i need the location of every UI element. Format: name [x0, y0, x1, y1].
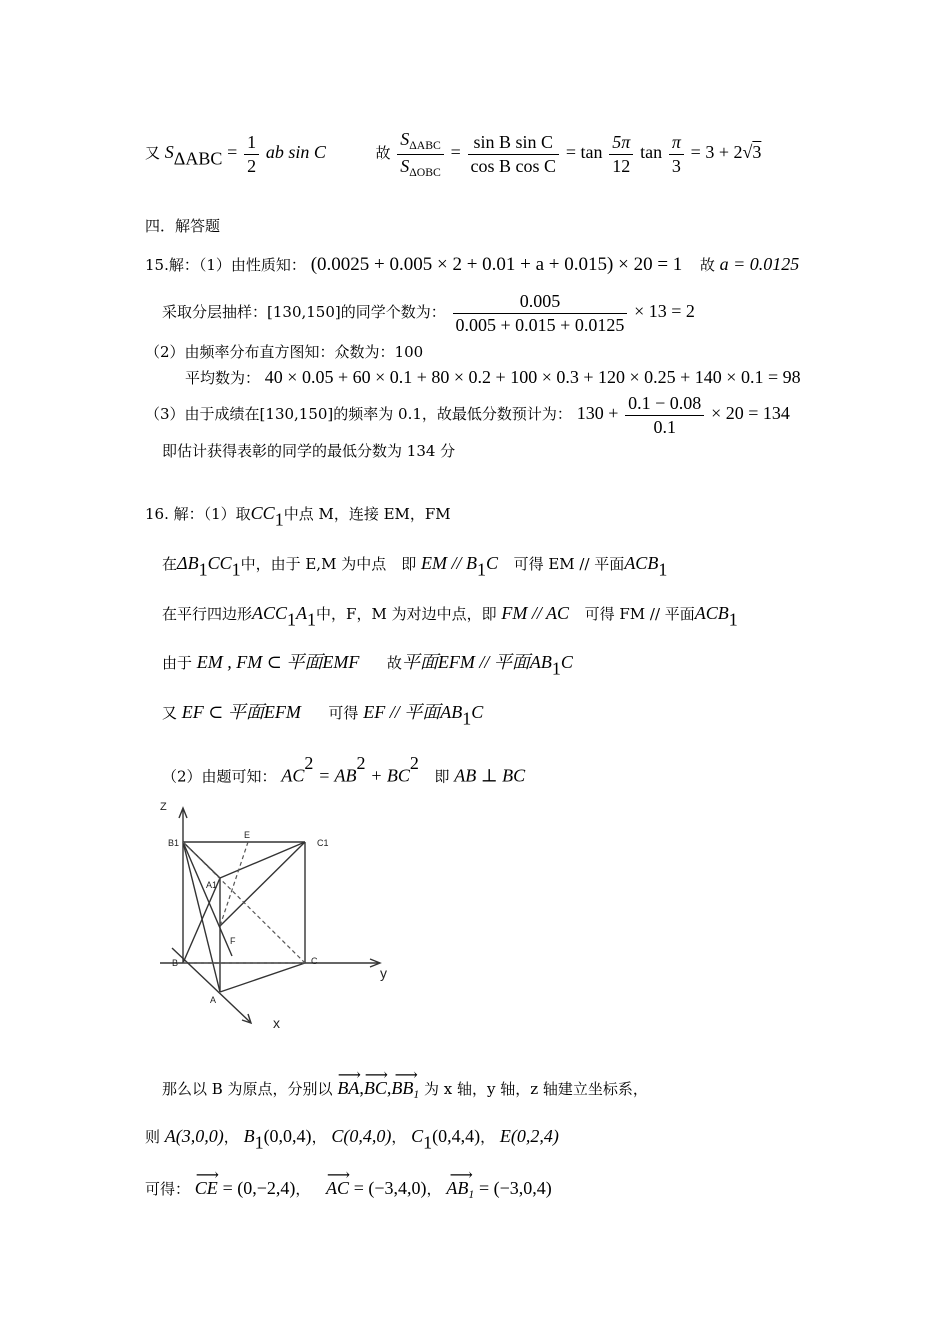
q16-line-2: 在$\Delta B_1CC_1$中，由于 E,M 为中点 即 EM // $B_1C$ 可得 EM // 平面$ACB_1$: [162, 553, 668, 580]
label-y: y: [380, 965, 387, 981]
label-a1: A1: [206, 880, 218, 890]
vector-ac: ⟶ AC: [326, 1178, 349, 1200]
q16-coordinate-line: 那么以 B 为原点，分别以 ⟶ BA,⟶ BC,⟶ $BB_1$ 为 x 轴，y 轴，z 轴建立坐标系，: [162, 1078, 648, 1102]
vector-ce: ⟶ CE: [195, 1178, 218, 1200]
label-b1: B1: [168, 838, 180, 848]
prism-diagram: [150, 798, 410, 1038]
half-fraction: $\frac{1}{2}$: [244, 131, 259, 177]
label-f: F: [230, 936, 236, 946]
q16-line-3: 在平行四边形$ACC_1A_1$中，F，M 为对边中点，即 FM // AC 可得 FM // 平面$ACB_1$: [162, 603, 738, 630]
part3-fraction: $\frac{0.1 - 0.08}{0.1}$: [625, 392, 704, 438]
area-ratio-fraction: $\frac{S_{\Delta ABC}}{S_{\Delta OBC}}$: [397, 128, 444, 180]
label-c: C: [311, 956, 318, 966]
vector-bc: ⟶ BC: [364, 1078, 387, 1100]
q15-mean: 平均数为： 40 × 0.05 + 60 × 0.1 + 80 × 0.2 + 100 × 0.3 + 120 × 0.25 + 140 × 0.1 = 98: [185, 367, 801, 387]
vector-ab1: ⟶ $AB_1$: [446, 1178, 474, 1202]
label-x: x: [273, 1015, 280, 1031]
q15-part3: （3）由于成绩在[130,150]的频率为 0.1，故最低分数预计为： 130 + $\frac{0.1 - 0.08}{0.1}$ × 20 = 134: [145, 393, 790, 437]
q16-points-line: 则 A(3,0,0)， $B_1(0,0,4)$， C(0,4,0)， $C_1(0,4,4)$， E(0,2,4): [145, 1126, 559, 1153]
q15-line-1: 15.解：（1）由性质知： (0.0025 + 0.005 × 2 + 0.01 + a + 0.015) × 20 = 1 故 a = 0.0125: [145, 254, 800, 275]
q16-vectors-line: 可得： ⟶ CE = (0,−2,4)， ⟶ AC = (−3,4,0)， ⟶ $AB_1 = (-3,0,4)$: [145, 1178, 552, 1202]
dashed-e-f: [220, 842, 248, 926]
section-title: 四．解答题: [145, 217, 221, 235]
q16-line-5: 又 EF ⊂ 平面EFM 可得 EF // 平面$AB_1C$: [162, 702, 484, 729]
label-z: Z: [160, 801, 167, 813]
vector-ba: ⟶ BA: [337, 1078, 359, 1100]
q16-line-6: （2）由题可知： $AC^2 = AB^2 + BC^2$ 即 AB ⊥ BC: [162, 753, 526, 786]
trig-fraction: $\frac{\text{sin B sin C}}{\text{cos B cos C}}$: [468, 131, 560, 177]
vector-bb1: ⟶ $BB_1$: [391, 1078, 419, 1102]
q15-conclusion: 即估计获得表彰的同学的最低分数为 134 分: [162, 442, 456, 460]
area-prefix: 又: [145, 144, 161, 163]
q16-line-4: 由于 EM , FM ⊂ 平面EMF 故平面EFM // 平面$AB_1C$: [162, 652, 573, 679]
sampling-fraction: $\frac{0.005}{0.005 + 0.015 + 0.0125}$: [453, 290, 628, 336]
label-a: A: [210, 995, 217, 1005]
q16-line-1: 16. 解：（1）取$CC_1$中点 M，连接 EM，FM: [145, 503, 451, 530]
area-line: 又 $S_{\Delta ABC}$ = $\frac{1}{2}$ ab sin C 故 $\frac{S_{\Delta ABC}}{S_{\Delta OBC}}$ = $\frac{\text{sin B sin C}}{\text{cos B cos C}}$ = tan $\frac{5\pi}{12}$ tan $\frac{\pi}{3}$ = 3 + 2√3: [145, 129, 762, 179]
x-axis: [172, 948, 250, 1022]
label-b: B: [172, 958, 179, 968]
q15-part2: （2）由频率分布直方图知：众数为：100: [145, 343, 424, 361]
label-e: E: [244, 830, 251, 840]
label-c1: C1: [317, 838, 329, 848]
q15-sampling: 采取分层抽样：[130,150]的同学个数为： $\frac{0.005}{0.005 + 0.015 + 0.0125}$ × 13 = 2: [162, 291, 695, 335]
